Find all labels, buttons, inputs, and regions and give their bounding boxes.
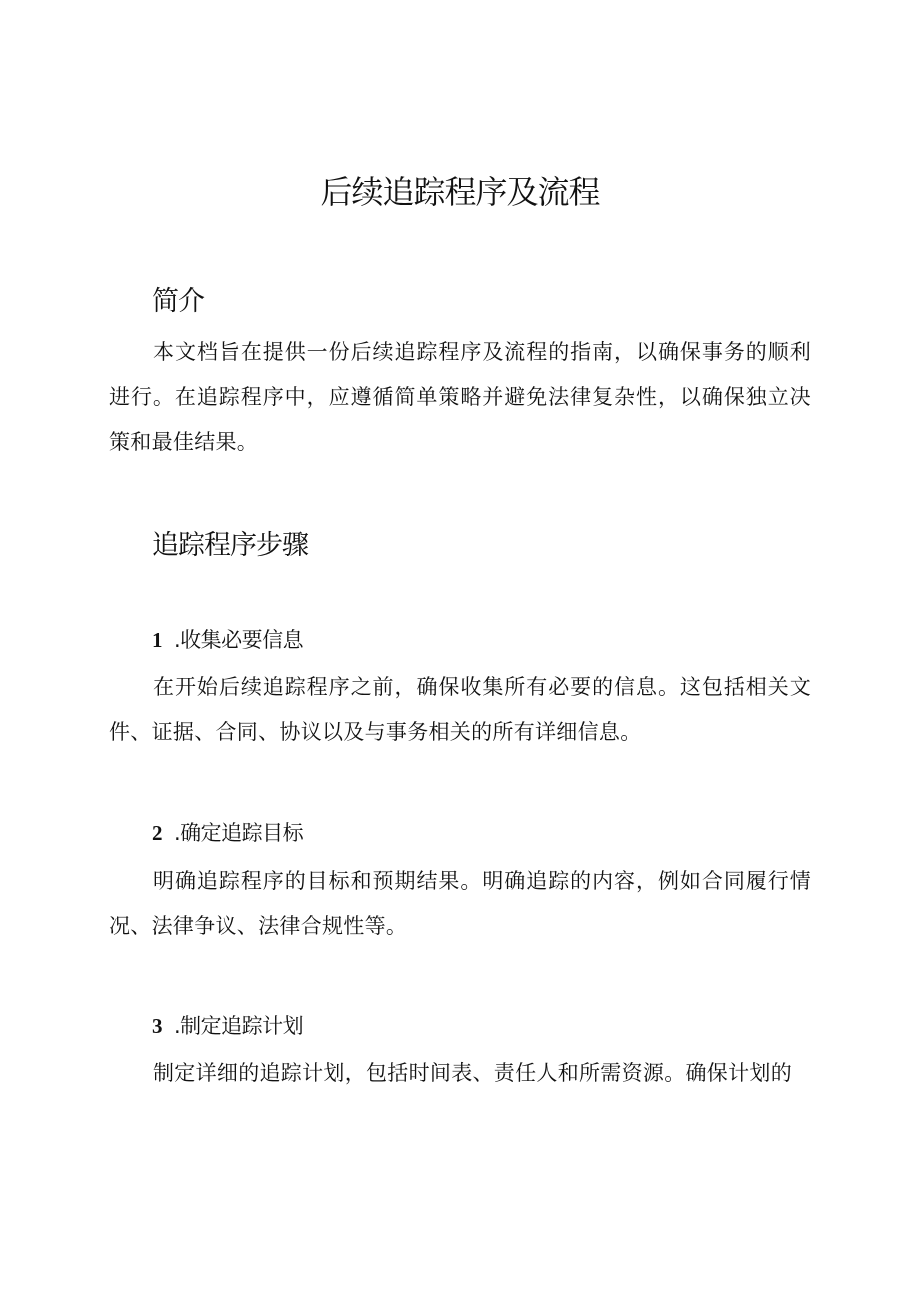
steps-heading: 追踪程序步骤 bbox=[152, 530, 308, 561]
step-3-paragraph: 制定详细的追踪计划，包括时间表、责任人和所需资源。确保计划的 bbox=[153, 1061, 792, 1085]
step-1-title: .收集必要信息 bbox=[174, 628, 304, 652]
step-3-title: .制定追踪计划 bbox=[174, 1014, 304, 1038]
step-1-number: 1 bbox=[152, 628, 162, 652]
step-1-paragraph: 在开始后续追踪程序之前，确保收集所有必要的信息。这包括相关文件、证据、合同、协议以及与事务相关的所有详细信息。 bbox=[109, 675, 811, 744]
step-2-heading bbox=[152, 818, 303, 848]
intro-paragraph: 本文档旨在提供一份后续追踪程序及流程的指南，以确保事务的顺利进行。在追踪程序中，应遵循简单策略并避免法律复杂性，以确保独立决策和最佳结果。 bbox=[109, 340, 811, 454]
intro-heading: 简介 bbox=[152, 286, 204, 317]
step-3-heading bbox=[152, 1011, 303, 1041]
step-2-title: .确定追踪目标 bbox=[174, 821, 304, 845]
step-1-heading bbox=[152, 625, 303, 655]
step-3-number: 3 bbox=[152, 1014, 162, 1038]
document-title: 后续追踪程序及流程 bbox=[320, 173, 600, 211]
step-2-paragraph: 明确追踪程序的目标和预期结果。明确追踪的内容，例如合同履行情况、法律争议、法律合规性等。 bbox=[109, 869, 811, 938]
step-2-number: 2 bbox=[152, 821, 162, 845]
